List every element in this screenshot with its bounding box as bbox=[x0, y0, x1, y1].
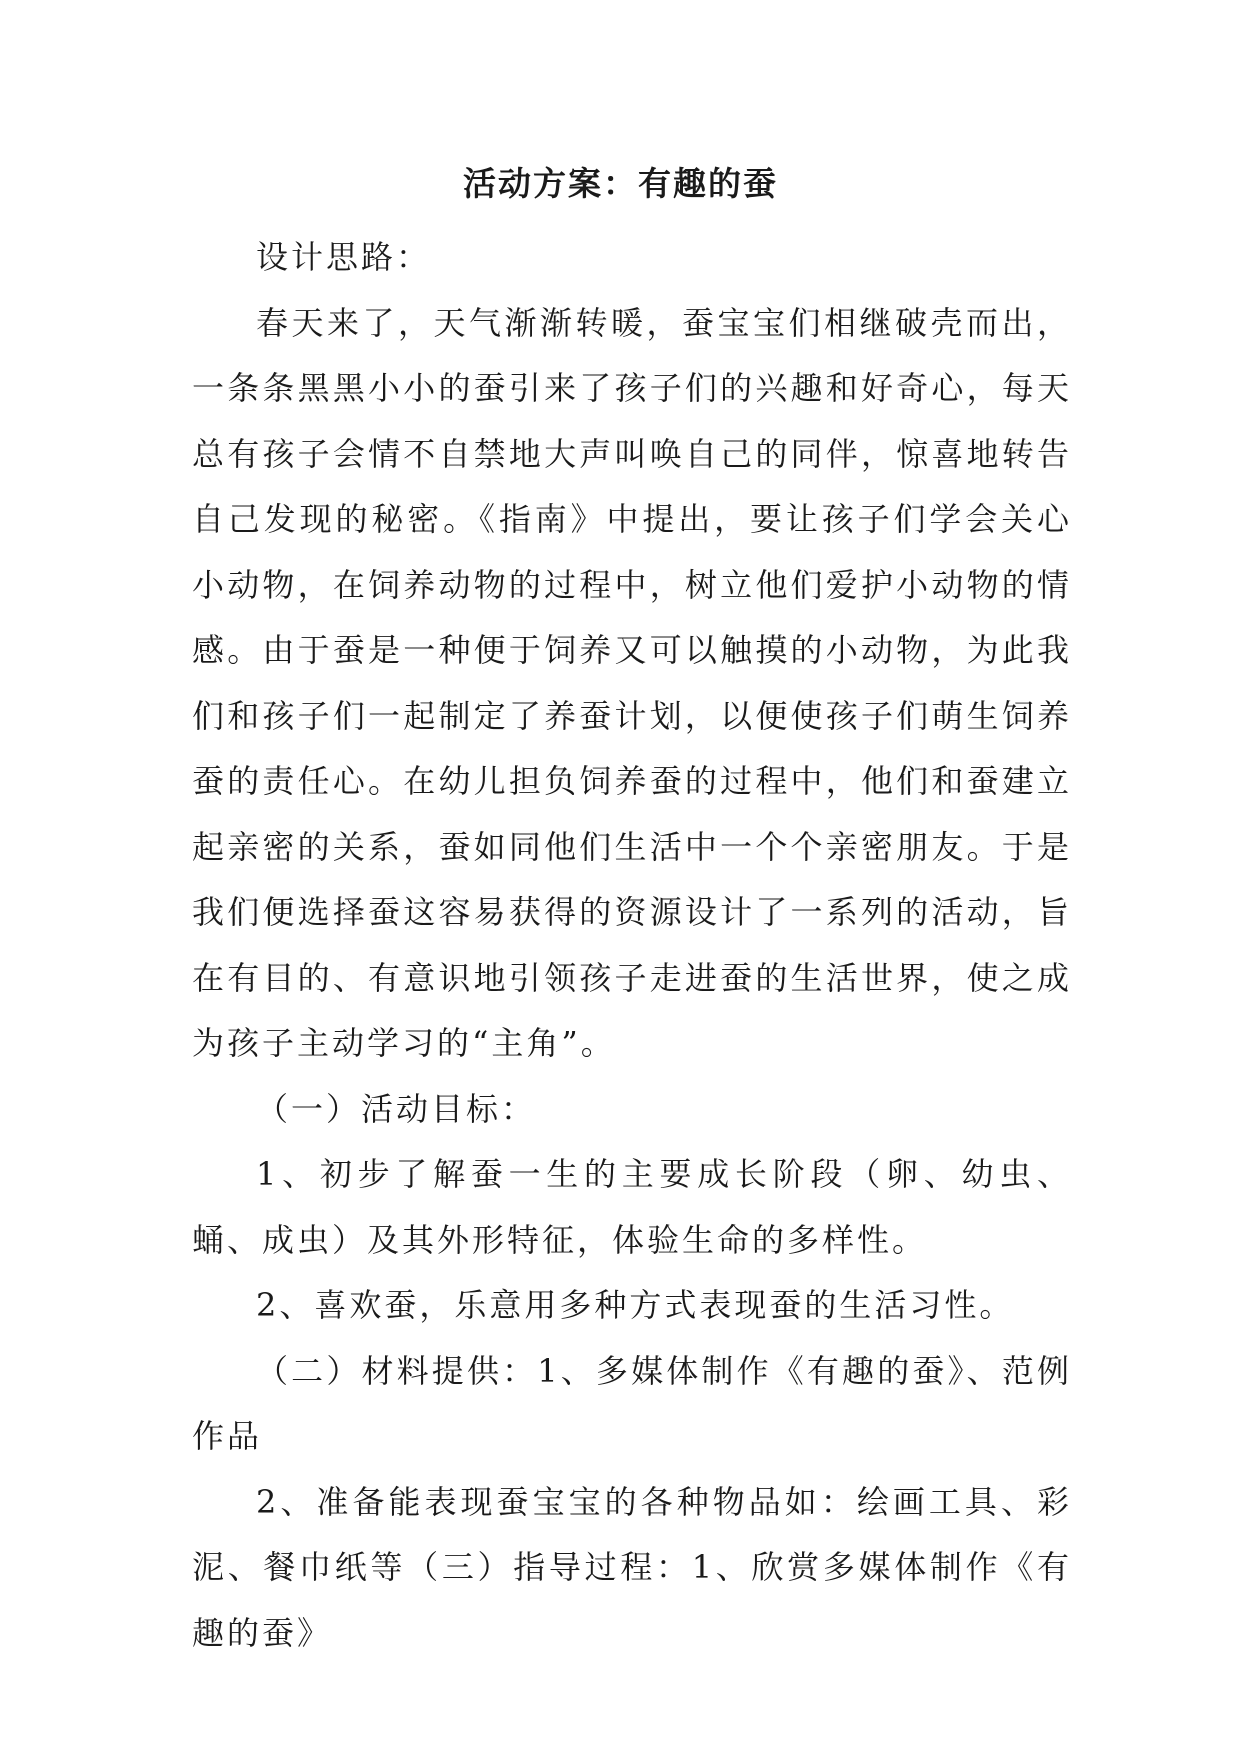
heading-activity-goals: （一）活动目标： bbox=[256, 1089, 537, 1128]
paragraph-design-idea: 春天来了，天气渐渐转暖，蚕宝宝们相继破壳而出，一条条黑黑小小的蚕引来了孩子们的兴趣和好奇心，每天总有孩子会情不自禁地大声叫唤自己的同伴，惊喜地转告自己发现的秘密。《指南》中提出，要让孩子们学会关心小动物，在饲养动物的过程中，树立他们爱护小动物的情感。由于蚕是一种便于饲养又可以触摸的小动物，为此我们和孩子们一起制定了养蚕计划，以便使孩子们萌生饲养蚕的责任心。在幼儿担负饲养蚕的过程中，他们和蚕建立起亲密的关系，蚕如同他们生活中一个个亲密朋友。于是我们便选择蚕这容易获得的资源设计了一系列的活动，旨在有目的、有意识地引领孩子走进蚕的生活世界，使之成为孩子主动学习的“主角”。 bbox=[192, 303, 1072, 1062]
document-body bbox=[192, 225, 1072, 1666]
heading-design-idea: 设计思路： bbox=[256, 238, 432, 276]
document-title: 活动方案：有趣的蚕 bbox=[463, 164, 778, 203]
materials-and-guidance-paragraph: 2、准备能表现蚕宝宝的各种物品如：绘画工具、彩泥、餐巾纸等（三）指导过程：1、欣赏多媒体制作《有趣的蚕》 bbox=[192, 1482, 1072, 1652]
materials-paragraph: （二）材料提供：1、多媒体制作《有趣的蚕》、范例作品 bbox=[192, 1351, 1072, 1455]
goal-item-1: 1、初步了解蚕一生的主要成长阶段（卵、幼虫、蛹、成虫）及其外形特征，体验生命的多样性。 bbox=[192, 1155, 1072, 1259]
goal-item-2: 2、喜欢蚕，乐意用多种方式表现蚕的生活习性。 bbox=[256, 1286, 1015, 1324]
